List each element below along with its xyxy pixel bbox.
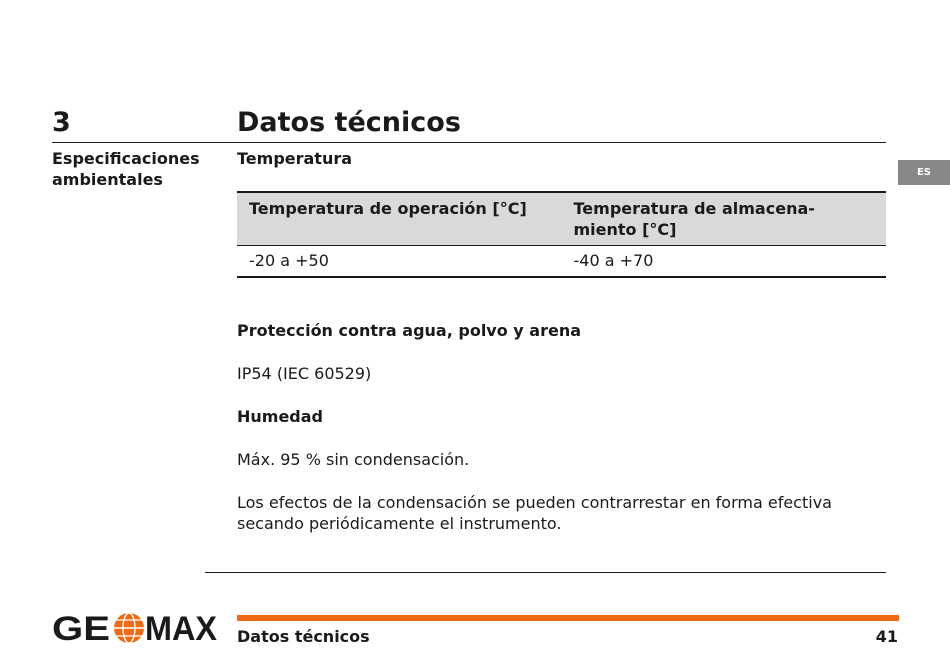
chapter-number: 3 xyxy=(52,107,71,138)
table-cell-storage: -40 a +70 xyxy=(562,246,887,278)
footer-title: Datos técnicos xyxy=(237,627,370,646)
title-divider xyxy=(52,142,886,143)
table-row xyxy=(237,246,886,278)
page-number: 41 xyxy=(875,627,898,646)
bottom-divider xyxy=(205,572,886,573)
globe-icon xyxy=(114,613,144,643)
table-cell-operation: -20 a +50 xyxy=(237,246,562,278)
humidity-heading: Humedad xyxy=(237,407,324,426)
footer-accent-bar xyxy=(237,615,899,621)
humidity-value: Máx. 95 % sin condensación. xyxy=(237,450,470,469)
protection-value: IP54 (IEC 60529) xyxy=(237,364,372,383)
section-heading: Especificaciones ambientales xyxy=(52,149,200,189)
svg-text:GE: GE xyxy=(52,611,110,645)
protection-heading: Protección contra agua, polvo y arena xyxy=(237,321,582,340)
language-tab: ES xyxy=(898,160,950,185)
temperature-heading: Temperatura xyxy=(237,149,353,168)
table-header-operation: Temperatura de operación [°C] xyxy=(237,192,562,246)
geomax-logo xyxy=(52,611,218,645)
svg-text:MAX: MAX xyxy=(145,611,218,645)
chapter-title: Datos técnicos xyxy=(237,107,461,138)
temperature-table xyxy=(237,191,886,278)
humidity-note: Los efectos de la condensación se pueden contrarrestar en forma efectiva secando periódicamente el instrumento. xyxy=(237,493,832,533)
table-header-storage: Temperatura de almacena-miento [°C] xyxy=(562,192,887,246)
table-header-row xyxy=(237,192,886,246)
